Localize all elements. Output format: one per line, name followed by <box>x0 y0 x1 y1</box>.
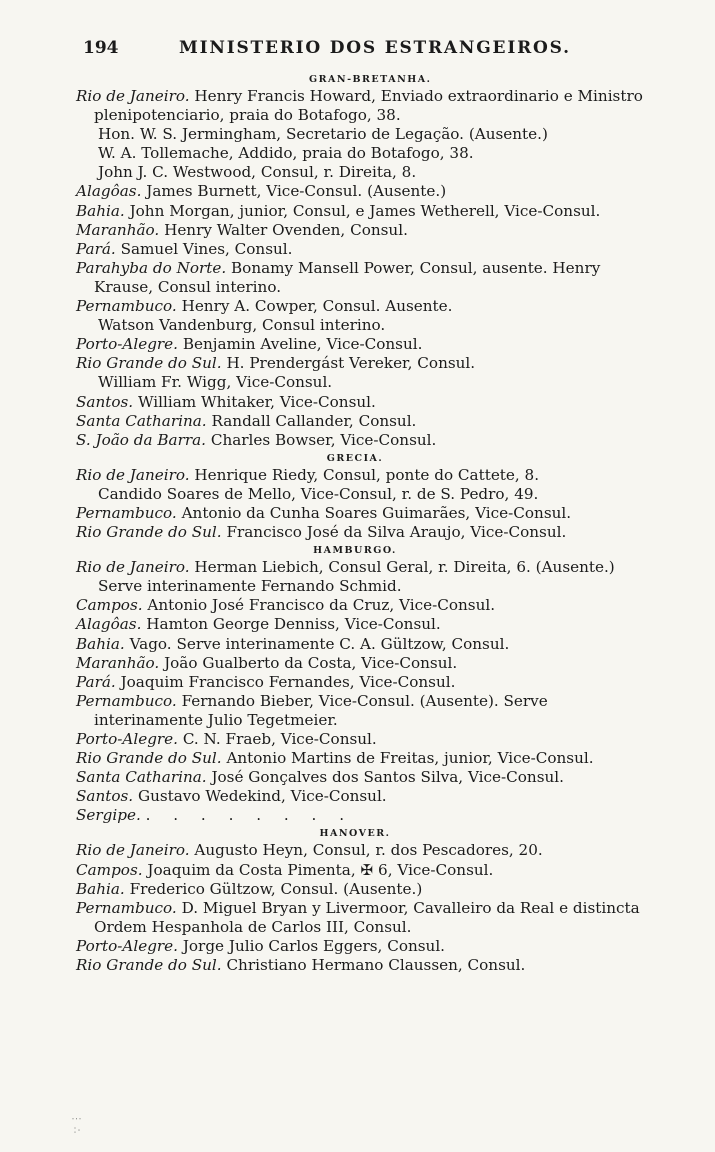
consul-entry <box>60 956 650 975</box>
consul-entry <box>60 335 650 354</box>
entry-text: Henry A. Cowper, Consul. Ausente. <box>181 297 453 316</box>
consul-entry <box>60 654 650 673</box>
entry-text: João Gualberto da Costa, Vice-Consul. <box>164 653 458 672</box>
consul-entry <box>60 577 650 596</box>
consul-entry <box>60 485 650 504</box>
entry-text: Henry Walter Ovenden, Consul. <box>164 220 408 239</box>
entry-text: John Morgan, junior, Consul, e James Wetherell, Vice-Consul. <box>129 201 601 220</box>
place-name: Rio de Janeiro. <box>76 841 190 860</box>
entry-text: José Gonçalves dos Santos Silva, Vice-Consul. <box>211 768 564 787</box>
entry-text: Candido Soares de Mello, Vice-Consul, r. de S. Pedro, 49. <box>98 484 539 503</box>
entry-text: William Fr. Wigg, Vice-Consul. <box>98 373 333 392</box>
entry-text: W. A. Tollemache, Addido, praia do Botafogo, 38. <box>98 144 474 163</box>
place-name: S. João da Barra. <box>76 430 206 449</box>
consul-entry <box>60 504 650 523</box>
country-heading: HAMBURGO. <box>313 545 397 557</box>
place-name: Porto-Alegre. <box>76 335 178 354</box>
entry-text: Antonio José Francisco da Cruz, Vice-Consul. <box>147 596 496 615</box>
place-name: Campos. <box>76 596 143 615</box>
header-title: MINISTERIO DOS ESTRANGEIROS. <box>179 38 571 58</box>
margin-mark: ⋮ ∴ <box>70 1113 82 1134</box>
consul-entry <box>60 163 650 182</box>
consul-entry <box>60 806 650 825</box>
entry-text: John J. C. Westwood, Consul, r. Direita, 8. <box>98 163 417 182</box>
consul-entry <box>60 316 650 335</box>
entry-text: Charles Bowser, Vice-Consul. <box>210 430 437 449</box>
place-name: Porto-Alegre. <box>76 730 178 748</box>
place-name: Campos. <box>76 860 143 879</box>
consul-entry <box>60 125 650 144</box>
entry-text: William Whitaker, Vice-Consul. <box>137 392 376 411</box>
entry-text: Randall Callander, Consul. <box>211 411 417 430</box>
consul-entry <box>60 880 650 899</box>
consul-entry <box>60 692 650 730</box>
place-name: Sergipe. <box>76 806 141 825</box>
place-name: Rio Grande do Sul. <box>76 749 222 768</box>
consul-entry <box>60 431 650 450</box>
country-heading: GRAN-BRETANHA. <box>309 74 432 85</box>
entry-text: Watson Vandenburg, Consul interino. <box>98 316 386 335</box>
place-name: Pernambuco. <box>76 691 177 710</box>
country-heading: GRECIA. <box>326 452 384 464</box>
consul-entry <box>60 635 650 654</box>
consul-entry <box>60 615 650 634</box>
consul-entry <box>60 297 650 316</box>
consul-entry <box>60 393 650 412</box>
entry-text: James Burnett, Vice-Consul. (Ausente.) <box>146 182 447 201</box>
running-head <box>83 38 643 68</box>
place-name: Bahia. <box>76 634 125 653</box>
consul-entry <box>60 240 650 259</box>
entry-text: Frederico Gültzow, Consul. (Ausente.) <box>129 879 423 898</box>
consul-entry <box>60 221 650 240</box>
consul-entry <box>60 787 650 806</box>
entry-text: Christiano Hermano Claussen, Consul. <box>226 956 526 975</box>
consul-entry <box>60 202 650 221</box>
consul-entry <box>60 673 650 692</box>
place-name: Rio de Janeiro. <box>76 465 190 484</box>
consul-entry <box>60 523 650 542</box>
consul-entry <box>60 841 650 860</box>
place-name: Santa Catharina. <box>76 411 207 430</box>
place-name: Parahyba do Norte. <box>76 258 227 277</box>
entry-text: Joaquim da Costa Pimenta, ✠ 6, Vice-Consul. <box>147 860 494 879</box>
place-name: Santos. <box>76 392 134 411</box>
consul-entry <box>60 596 650 615</box>
consul-entry <box>60 182 650 201</box>
consul-entry <box>60 466 650 485</box>
place-name: Santa Catharina. <box>76 768 207 787</box>
place-name: Santos. <box>76 787 134 806</box>
entry-text: Bonamy Mansell Power, Consul, ausente. Henry Krause, Consul interino. <box>94 258 601 296</box>
vacant-dots: . . . . . . . . <box>145 806 354 825</box>
entry-text: Fernando Bieber, Vice-Consul. (Ausente). Serve interinamente Julio Tegetmeier. <box>94 691 548 729</box>
consul-list <box>60 74 650 975</box>
entry-text: Joaquim Francisco Fernandes, Vice-Consul. <box>120 672 456 691</box>
place-name: Rio de Janeiro. <box>76 87 190 105</box>
consul-entry <box>60 354 650 373</box>
entry-text: Hon. W. S. Jermingham, Secretario de Legação. (Ausente.) <box>98 125 548 144</box>
entry-text: Samuel Vines, Consul. <box>120 239 293 258</box>
consul-entry <box>60 144 650 163</box>
place-name: Alagôas. <box>76 615 142 634</box>
place-name: Rio Grande do Sul. <box>76 956 222 975</box>
country-heading: HANOVER. <box>319 828 391 840</box>
entry-text: Serve interinamente Fernando Schmid. <box>98 577 402 596</box>
place-name: Maranhão. <box>76 220 160 239</box>
place-name: Pará. <box>76 239 116 258</box>
consul-entry <box>60 730 650 749</box>
entry-text: Antonio da Cunha Soares Guimarães, Vice-Consul. <box>181 503 572 522</box>
consul-entry <box>60 259 650 297</box>
entry-text: Benjamin Aveline, Vice-Consul. <box>182 335 423 354</box>
page-number: 194 <box>83 38 119 58</box>
entry-text: Herman Liebich, Consul Geral, r. Direita, 6. (Ausente.) <box>194 558 615 577</box>
entry-text: C. N. Fraeb, Vice-Consul. <box>182 730 377 748</box>
consul-entry <box>60 899 650 937</box>
entry-text: Augusto Heyn, Consul, r. dos Pescadores, 20. <box>194 841 543 860</box>
place-name: Rio Grande do Sul. <box>76 523 222 542</box>
consul-entry <box>60 373 650 392</box>
entry-text: Henrique Riedy, Consul, ponte do Cattete, 8. <box>194 465 540 484</box>
place-name: Pernambuco. <box>76 297 177 316</box>
place-name: Rio de Janeiro. <box>76 558 190 577</box>
place-name: Rio Grande do Sul. <box>76 354 222 373</box>
place-name: Pernambuco. <box>76 898 177 917</box>
entry-text: Vago. Serve interinamente C. A. Gültzow, Consul. <box>129 634 510 653</box>
consul-entry <box>60 412 650 431</box>
consul-entry <box>60 558 650 577</box>
place-name: Pará. <box>76 672 116 691</box>
entry-text: Francisco José da Silva Araujo, Vice-Consul. <box>226 523 567 542</box>
consul-entry <box>60 861 650 880</box>
consul-entry <box>60 749 650 768</box>
place-name: Bahia. <box>76 879 125 898</box>
entry-text: Henry Francis Howard, Enviado extraordinario e Ministro plenipotenciario, praia do Botafogo, 38. <box>94 87 643 125</box>
consul-entry <box>60 768 650 787</box>
entry-text: D. Miguel Bryan y Livermoor, Cavalleiro da Real e distincta Ordem Hespanhola de Carlos III, Consul. <box>94 898 640 936</box>
place-name: Maranhão. <box>76 653 160 672</box>
place-name: Alagôas. <box>76 182 142 201</box>
entry-text: Gustavo Wedekind, Vice-Consul. <box>137 787 387 806</box>
entry-text: Hamton George Denniss, Vice-Consul. <box>146 615 441 634</box>
entry-text: Jorge Julio Carlos Eggers, Consul. <box>182 936 446 955</box>
consul-entry <box>60 937 650 956</box>
entry-text: H. Prendergást Vereker, Consul. <box>226 354 476 373</box>
place-name: Porto-Alegre. <box>76 936 178 955</box>
place-name: Pernambuco. <box>76 503 177 522</box>
entry-text: Antonio Martins de Freitas, junior, Vice-Consul. <box>226 749 594 768</box>
consul-entry <box>60 87 650 125</box>
place-name: Bahia. <box>76 201 125 220</box>
